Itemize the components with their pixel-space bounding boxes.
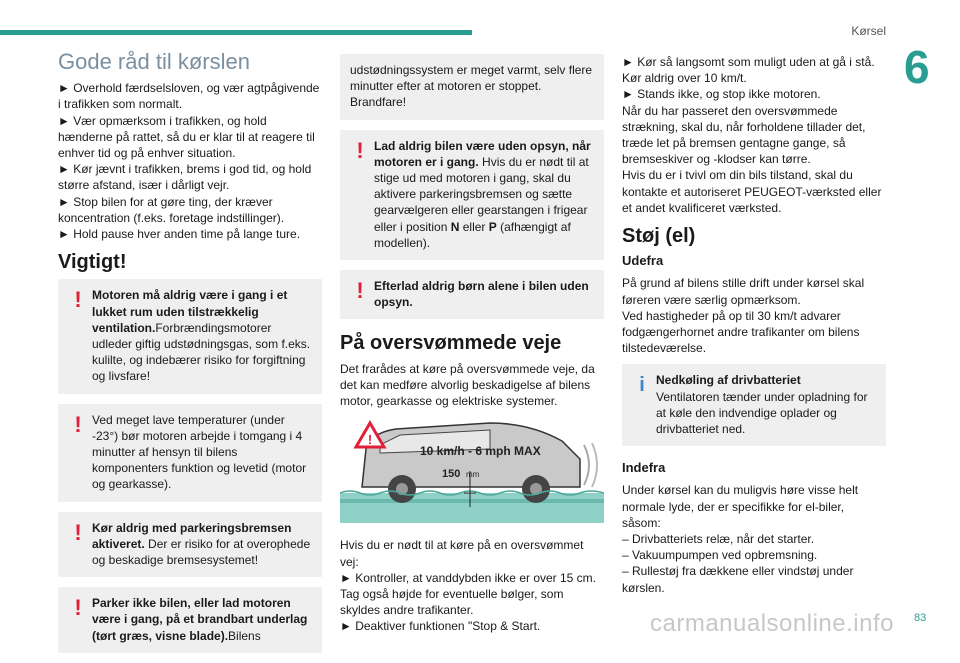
- column-1: [58, 49, 322, 663]
- driving-tips-list: [58, 80, 322, 242]
- noise-heading: Støj (el): [622, 225, 696, 248]
- info-text: Ventilatoren tænder under opladning for at køle den indvendige oplader og drivbatteriet ned.: [656, 389, 868, 437]
- warning-exclamation-icon: !: [74, 411, 82, 437]
- flood-text: ► Kør så langsomt som muligt uden at gå i stå. Kør aldrig over 10 km/t.: [622, 55, 875, 86]
- page-title: Gode råd til kørslen: [58, 49, 250, 74]
- warning-text: Der er risiko for at overophede og beskadige bremsesystemet!: [92, 536, 311, 568]
- important-heading: Vigtigt!: [58, 251, 127, 274]
- outside-text: På grund af bilens stille drift under kørsel skal føreren være særlig opmærksom.: [622, 276, 865, 307]
- svg-text:!: !: [367, 432, 373, 448]
- warning-box: [58, 279, 322, 393]
- outside-text: Ved hastigheder på op til 30 km/t advarer fodgængerhornet andre trafikanter om bilens tilstedeværelse.: [622, 308, 860, 356]
- depth-unit: mm: [466, 470, 480, 480]
- warning-box: [58, 404, 322, 502]
- gear-position-n: N: [450, 219, 460, 234]
- warning-exclamation-icon: !: [74, 519, 82, 545]
- header-accent-bar: [0, 30, 472, 35]
- warning-text: udstødningssystem er meget varmt, selv flere minutter efter at motoren er stoppet. Brandfare!: [350, 63, 593, 110]
- warning-box: [340, 130, 604, 260]
- section-title: Kørsel: [851, 24, 886, 38]
- column-3: [622, 54, 886, 596]
- info-icon: i: [639, 374, 645, 397]
- flood-text: Når du har passeret den oversvømmede strækning, skal du, når forholdene tillader det, træde let på bremsen gentagne gange, så bremseskiver og -klodser kan tørre.: [622, 103, 866, 167]
- tip-item: ► Hold pause hver anden time på lange ture.: [58, 227, 301, 242]
- flood-intro: Det frarådes at køre på oversvømmede veje, da det kan medføre alvorlig beskadigelse af bilens motor, gearkasse og elektriske systemer.: [340, 361, 595, 409]
- inside-text: – Rullestøj fra dækkene eller vindstøj under kørslen.: [622, 564, 854, 595]
- warning-text: Hvis du er nødt til at stige ud med motoren i gang, skal du aktivere parkeringsbremsen og sætte gearvælgeren eller gearstangen i frigear eller i position: [374, 154, 589, 234]
- page-number: 83: [914, 612, 927, 624]
- warning-bold-text: Efterlad aldrig børn alene i bilen uden opsyn.: [374, 279, 589, 310]
- watermark: carmanualsonline.info: [650, 610, 894, 637]
- inside-heading: Indefra: [622, 460, 666, 476]
- flood-heading: På oversvømmede veje: [340, 332, 562, 355]
- warning-exclamation-icon: !: [74, 287, 82, 313]
- flood-text: ► Kontroller, at vanddybden ikke er over 15 cm. Tag også højde for eventuelle bølger, som skyldes andre trafikanter.: [340, 570, 597, 618]
- info-box: [622, 364, 886, 446]
- inside-text: Under kørsel kan du muligvis høre visse helt normale lyde, der er specifikke for el-biler, såsom:: [622, 483, 859, 530]
- inside-text: – Drivbatteriets relæ, når det starter.: [622, 532, 815, 547]
- warning-exclamation-icon: !: [356, 137, 364, 163]
- flooded-road-illustration: [340, 415, 604, 523]
- water-area: [340, 493, 604, 523]
- gear-position-p: P: [488, 219, 497, 234]
- flood-text: ► Deaktiver funktionen "Stop & Start.: [340, 619, 541, 634]
- tip-item: ► Vær opmærksom i trafikken, og hold hænderne på rattet, så du er klar til at reagere til enhver tid og på enhver situation.: [58, 113, 315, 161]
- warning-text: (afhængigt af modellen).: [374, 219, 571, 250]
- warning-text: Forbrændingsmotorer udleder giftig udstødningsgas, som f.eks. kulilte, og indebærer risiko for forgiftning og livsfare!: [92, 320, 311, 384]
- tip-item: ► Overhold færdselsloven, og vær agtpågivende i trafikken som normalt.: [58, 81, 320, 112]
- flood-text: Hvis du er nødt til at køre på en oversvømmet vej:: [340, 538, 584, 569]
- warning-bold-text: Lad aldrig bilen være uden opsyn, når motoren er i gang.: [374, 138, 591, 169]
- warning-box: [58, 512, 322, 578]
- flood-text: Hvis du er i tvivl om din bils tilstand, skal du kontakte et autoriseret PEUGEOT-værksted eller et andet kvalificeret værksted.: [622, 168, 882, 215]
- depth-value: 150: [442, 468, 461, 481]
- outside-heading: Udefra: [622, 253, 664, 269]
- tip-item: ► Kør jævnt i trafikken, brems i god tid, og hold større afstand, især i dårligt vejr.: [58, 162, 312, 193]
- warning-box: [58, 587, 322, 653]
- inside-text: – Vakuumpumpen ved opbremsning.: [622, 548, 818, 563]
- warning-text: Ved meget lave temperaturer (under -23°) bør motoren arbejde i tomgang i 4 minutter af hensyn til bilens komponenters funktion og levetid (motor og gearkasse).: [92, 412, 307, 492]
- column-2: [340, 54, 604, 635]
- warning-box: [340, 270, 604, 319]
- warning-text: eller: [459, 219, 489, 234]
- info-bold-text: Nedkøling af drivbatteriet: [656, 373, 801, 388]
- tip-item: ► Stop bilen for at gøre ting, der kræver koncentration (f.eks. foretage indstillinger).: [58, 194, 285, 225]
- chapter-number: 6: [904, 41, 930, 93]
- warning-bold-text: Kør aldrig med parkeringsbremsen aktiveret.: [92, 520, 292, 551]
- warning-text: Bilens: [228, 628, 261, 643]
- road-surface: [340, 499, 604, 503]
- warning-exclamation-icon: !: [356, 278, 364, 304]
- warning-bold-text: Motoren må aldrig være i gang i et lukket rum uden tilstrækkelig ventilation.: [92, 288, 288, 335]
- motion-line-icon: [584, 445, 589, 485]
- flood-text: ► Stands ikke, og stop ikke motoren.: [622, 87, 821, 102]
- warning-bold-text: Parker ikke bilen, eller lad motoren være i gang, på et brandbart underlag (tørt græs, visne blade).: [92, 596, 308, 643]
- warning-exclamation-icon: !: [74, 595, 82, 621]
- speed-limit-label: 10 km/h - 6 mph MAX: [420, 444, 541, 459]
- warning-box-continued: [340, 54, 604, 120]
